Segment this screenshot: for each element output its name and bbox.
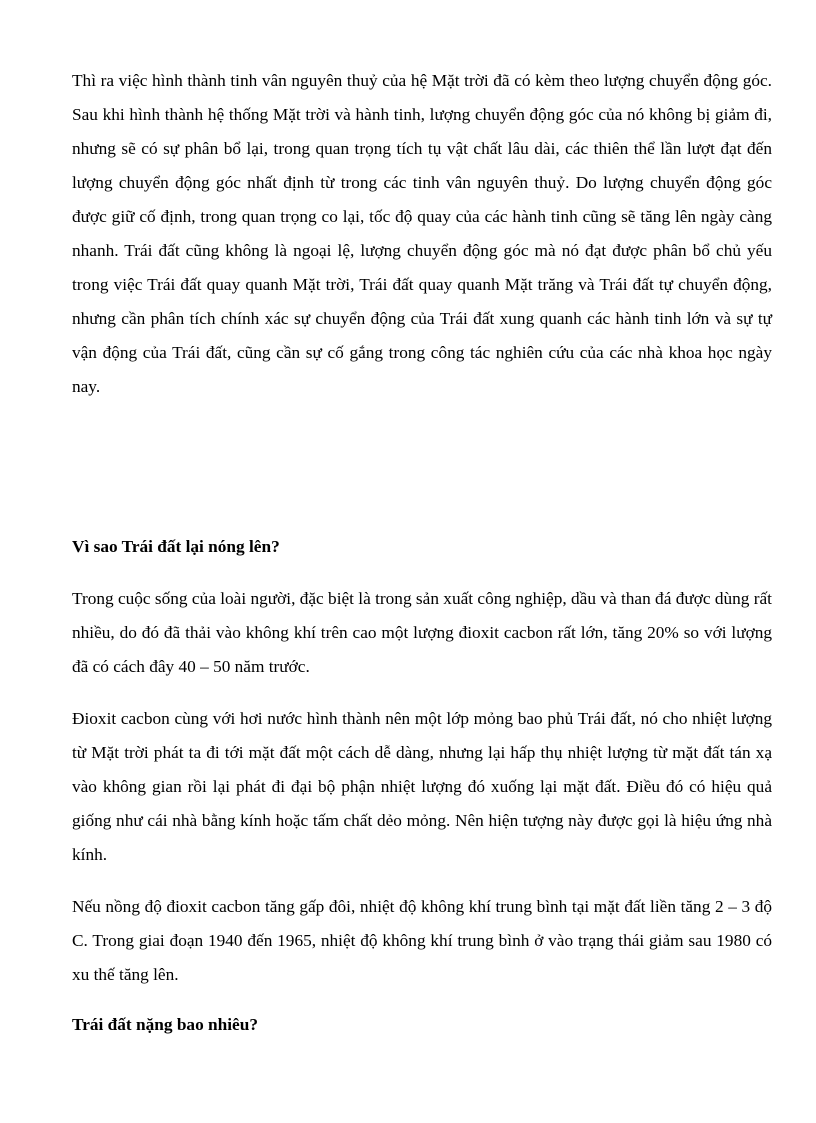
paragraph-industrial-co2: Trong cuộc sống của loài người, đặc biệt là trong sản xuất công nghiệp, dầu và than đá được dùng rất nhiều, do đó đã thải vào không khí trên cao một lượng đioxit cacbon rất lớn, tăng 20% so với lượng đã có cách đây 40 – 50 năm trước. (72, 589, 772, 676)
document-page (72, 64, 772, 1042)
spacer (72, 404, 772, 530)
paragraph-angular-momentum: Thì ra việc hình thành tinh vân nguyên thuỷ của hệ Mặt trời đã có kèm theo lượng chuyển động góc. Sau khi hình thành hệ thống Mặt trời và hành tinh, lượng chuyển động góc của nó không bị giảm đi, nhưng sẽ có sự phân bổ lại, trong quan trọng tích tụ vật chất lâu dài, các thiên thể lần lượt đạt đến lượng chuyển động góc nhất định từ trong các tinh vân nguyên thuỷ. Do lượng chuyển động góc được giữ cố định, trong quan trọng co lại, tốc độ quay của các hành tinh cũng sẽ tăng lên ngày càng nhanh. Trái đất cũng không là ngoại lệ, lượng chuyển động góc mà nó đạt được phân bổ chủ yếu trong việc Trái đất quay quanh Mặt trời, Trái đất quay quanh Mặt trăng và Trái đất tự chuyển động, nhưng cần phân tích chính xác sự chuyển động của Trái đất xung quanh các hành tinh lớn và sự tự vận động của Trái đất, cũng cần sự cố gắng trong công tác nghiên cứu của các nhà khoa học ngày nay. (72, 71, 772, 396)
paragraph-temperature-change: Nếu nồng độ đioxit cacbon tăng gấp đôi, nhiệt độ không khí trung bình tại mặt đất liền tăng 2 – 3 độ C. Trong giai đoạn 1940 đến 1965, nhiệt độ không khí trung bình ở vào trạng thái giảm sau 1980 có xu thế tăng lên. (72, 897, 772, 984)
paragraph-greenhouse-effect: Đioxit cacbon cùng với hơi nước hình thành nên một lớp mỏng bao phủ Trái đất, nó cho nhiệt lượng từ Mặt trời phát ta đi tới mặt đất một cách dễ dàng, nhưng lại hấp thụ nhiệt lượng từ mặt đất tán xạ vào không gian rồi lại phát đi đại bộ phận nhiệt lượng đó xuống lại mặt đất. Điều đó có hiệu quả giống như cái nhà bằng kính hoặc tấm chất dẻo mỏng. Nên hiện tượng này được gọi là hiệu ứng nhà kính. (72, 709, 772, 864)
heading-earth-weight: Trái đất nặng bao nhiêu? (72, 1015, 258, 1034)
heading-earth-warming: Vì sao Trái đất lại nóng lên? (72, 537, 280, 556)
